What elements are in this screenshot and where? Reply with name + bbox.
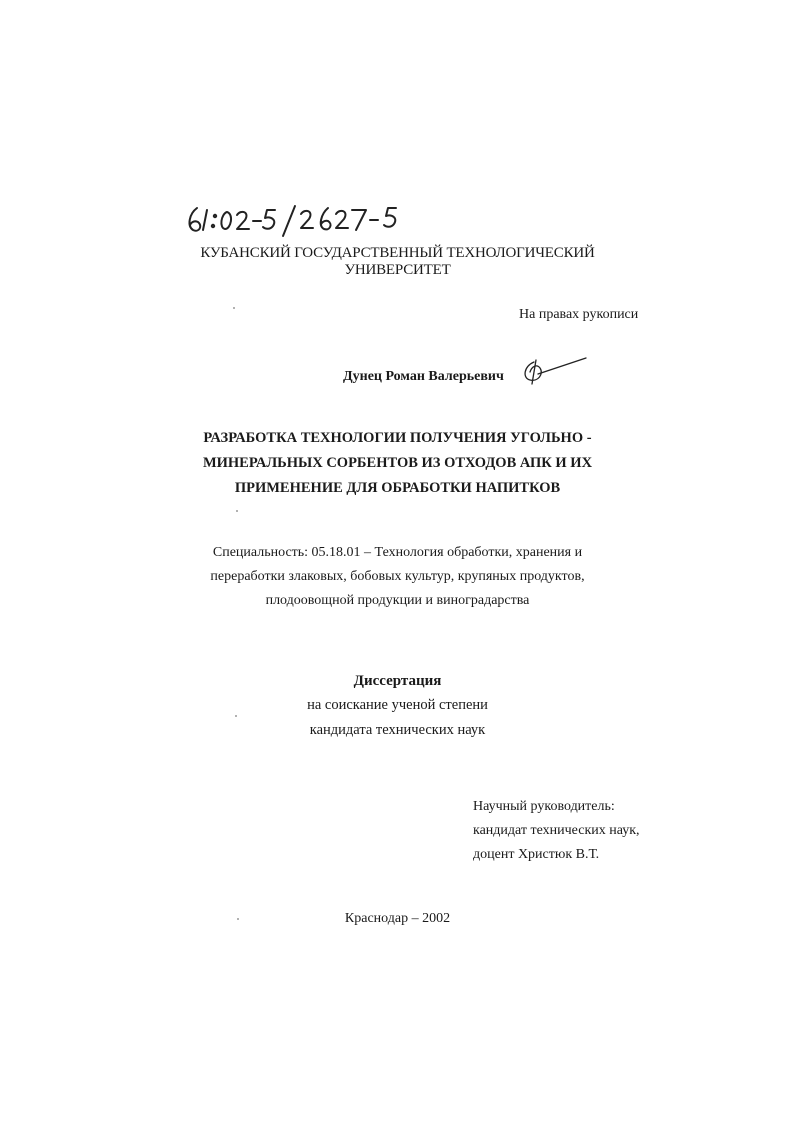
specialty-line-3: плодоовощной продукции и виноградарства	[265, 593, 530, 608]
university-line-2: УНИВЕРСИТЕТ	[344, 262, 451, 278]
scan-speck	[235, 715, 237, 717]
advisor-line-2: кандидат технических наук,	[473, 823, 640, 838]
degree-line-1: на соискание ученой степени	[307, 697, 488, 713]
author-name: Дунец Роман Валерьевич	[343, 369, 504, 384]
advisor-line-1: Научный руководитель:	[473, 799, 615, 814]
university-name	[0, 245, 795, 279]
scan-speck	[236, 510, 238, 512]
manuscript-rights-note: На правах рукописи	[519, 307, 639, 322]
university-line-1: КУБАНСКИЙ ГОСУДАРСТВЕННЫЙ ТЕХНОЛОГИЧЕСКИЙ	[200, 245, 595, 261]
specialty-line-1: Специальность: 05.18.01 – Технология обработки, хранения и	[212, 545, 583, 560]
specialty-line-2: переработки злаковых, бобовых культур, крупяных продуктов,	[210, 569, 585, 584]
title-line-1: РАЗРАБОТКА ТЕХНОЛОГИИ ПОЛУЧЕНИЯ УГОЛЬНО -	[203, 430, 592, 446]
advisor-line-3: доцент Христюк В.Т.	[473, 847, 600, 862]
specialty-block	[0, 541, 795, 613]
dissertation-heading: Диссертация	[353, 673, 442, 689]
scientific-advisor	[473, 795, 640, 867]
title-line-2: МИНЕРАЛЬНЫХ СОРБЕНТОВ ИЗ ОТХОДОВ АПК И ИХ	[202, 455, 593, 471]
dissertation-title	[0, 426, 795, 501]
handwritten-code-drawing	[183, 196, 443, 240]
handwritten-archive-code	[183, 196, 443, 240]
city-year: Краснодар – 2002	[344, 911, 451, 926]
degree-line-2: кандидата технических наук	[309, 722, 486, 738]
author-signature	[520, 352, 590, 388]
scan-speck	[237, 918, 239, 920]
signature-drawing	[520, 352, 590, 388]
scan-speck	[233, 307, 235, 309]
title-line-3: ПРИМЕНЕНИЕ ДЛЯ ОБРАБОТКИ НАПИТКОВ	[234, 480, 561, 496]
